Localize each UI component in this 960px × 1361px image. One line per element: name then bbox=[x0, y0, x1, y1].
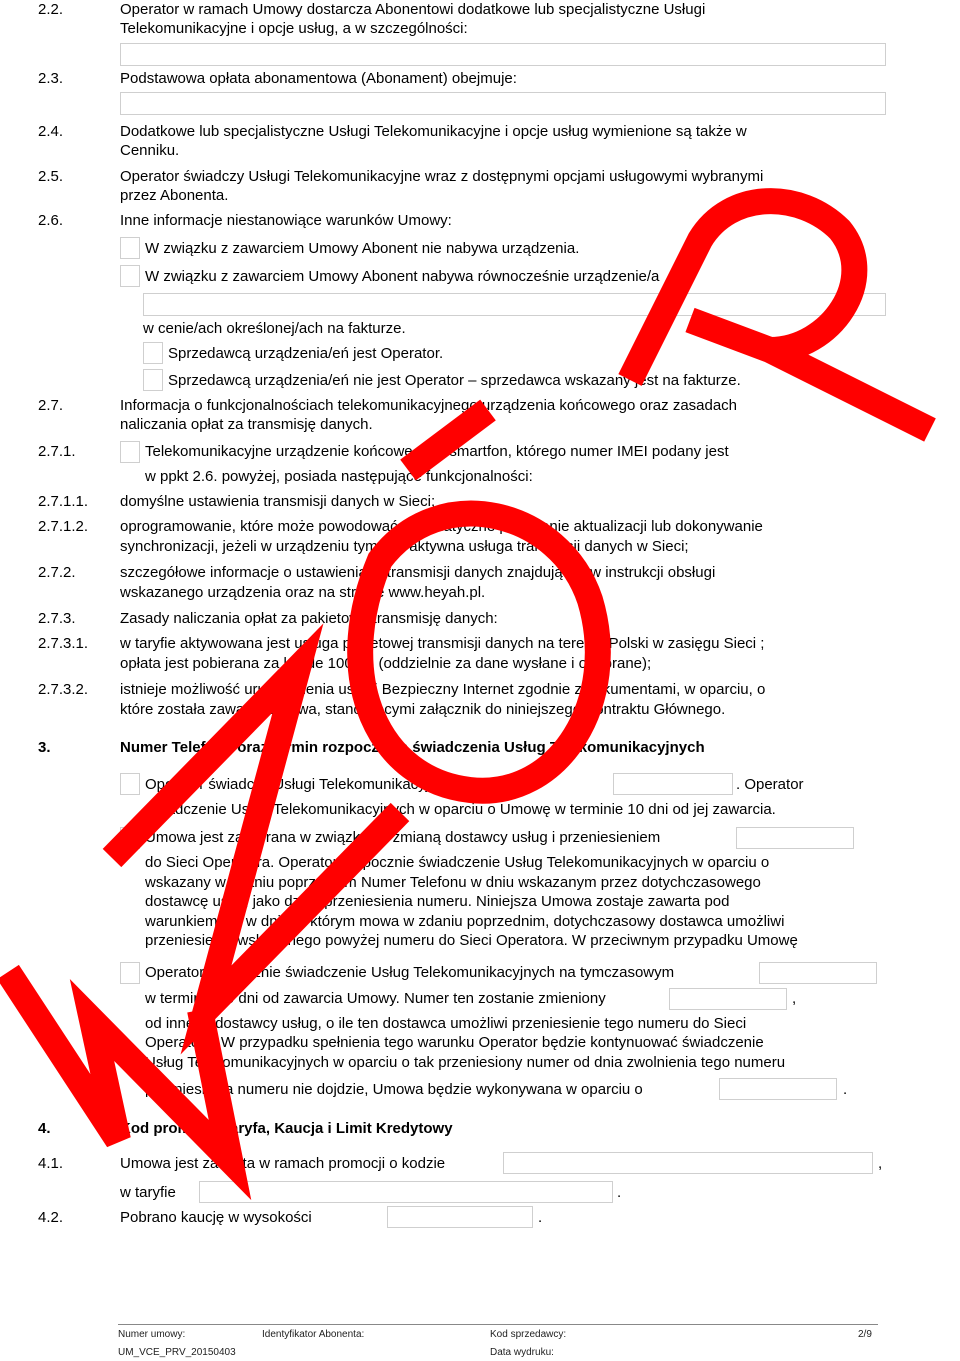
option-label: . bbox=[843, 1081, 848, 1098]
temporary-number-checkbox[interactable] bbox=[120, 962, 140, 984]
assigned-number-checkbox[interactable] bbox=[120, 773, 140, 795]
section-text: Dodatkowe lub specjalistyczne Usługi Telekomunikacyjne i opcje usług wymienione są także w bbox=[120, 123, 747, 140]
option-label: Operator rozpocznie świadczenie Usług Telekomunikacyjnych na tymczasowym bbox=[145, 964, 675, 981]
option-label: w terminie 10 dni od zawarcia Umowy. Numer ten zostanie zmieniony bbox=[145, 990, 606, 1007]
base-fee-field[interactable] bbox=[120, 92, 886, 115]
section-text: przez Abonenta. bbox=[120, 187, 229, 204]
option-label: przeniesienie wskazanego powyżej numeru do Sieci Operatora. W przeciwnym przypadku Umowę bbox=[145, 932, 798, 949]
option-label: Operatora. W przypadku spełnienia tego warunku Operator będzie kontynuować świadczenie bbox=[145, 1034, 764, 1051]
section-number: 4.2. bbox=[38, 1209, 64, 1226]
footer-contract-number: Numer umowy: bbox=[118, 1329, 186, 1340]
option-label: Usług Telekomunikacyjnych w oparciu o tak przeniesiony numer od dnia zwolnienia tego numeru bbox=[145, 1054, 786, 1071]
section-text: oprogramowanie, które może powodować automatyczne pobieranie aktualizacji lub dokonywanie bbox=[120, 518, 763, 535]
device-purchase-checkbox[interactable] bbox=[120, 265, 140, 287]
option-label: Umowa jest zawierana w związku ze zmianą dostawcy usług i przeniesieniem bbox=[145, 829, 661, 846]
new-number-field[interactable] bbox=[669, 988, 787, 1010]
section-heading: Kod promocji, taryfa, Kaucja i Limit Kredytowy bbox=[120, 1120, 453, 1137]
option-label: , bbox=[792, 990, 797, 1007]
smartphone-checkbox[interactable] bbox=[120, 441, 140, 463]
section-text: , bbox=[878, 1155, 883, 1172]
section-text: które została zawarta Umowa, stanowiącymi załącznik do niniejszego Kontraktu Głównego. bbox=[120, 701, 726, 718]
section-number: 2.7. bbox=[38, 397, 64, 414]
section-text: wskazanego urządzenia oraz na stronie www.heyah.pl. bbox=[120, 584, 486, 601]
section-text: w taryfie bbox=[120, 1184, 176, 1201]
section-text: naliczania opłat za transmisję danych. bbox=[120, 416, 373, 433]
option-label: dostawcę usług jako dzień przeniesienia numeru. Niniejsza Umowa zostaje zawarta pod bbox=[145, 893, 730, 910]
section-number: 2.7.3.2. bbox=[38, 681, 89, 698]
section-text: Zasady naliczania opłat za pakietową transmisję danych: bbox=[120, 610, 498, 627]
option-label: Sprzedawcą urządzenia/eń jest Operator. bbox=[168, 345, 444, 362]
section-text: domyślne ustawienia transmisji danych w Sieci; bbox=[120, 493, 436, 510]
section-text: Operator świadczy Usługi Telekomunikacyjne wraz z dostępnymi opcjami usługowymi wybranymi bbox=[120, 168, 764, 185]
section-number: 2.7.1.1. bbox=[38, 493, 89, 510]
phone-number-field[interactable] bbox=[613, 773, 733, 795]
section-number: 2.6. bbox=[38, 212, 64, 229]
section-number: 2.5. bbox=[38, 168, 64, 185]
section-text: Inne informacje niestanowiące warunków Umowy: bbox=[120, 212, 452, 229]
option-label: od innego dostawcy usług, o ile ten dostawca umożliwi przeniesienie tego numeru do Sieci bbox=[145, 1015, 747, 1032]
ported-number-field[interactable] bbox=[736, 827, 854, 849]
temporary-number-field[interactable] bbox=[759, 962, 877, 984]
option-label: przeniesienia numeru nie dojdzie, Umowa będzie wykonywana w oparciu o bbox=[145, 1081, 643, 1098]
section-text: synchronizacji, jeżeli w urządzeniu tym jest aktywna usługa transmisji danych w Sieci; bbox=[120, 538, 689, 555]
section-number: 2.3. bbox=[38, 70, 64, 87]
footer-divider bbox=[118, 1324, 878, 1325]
section-number: 4.1. bbox=[38, 1155, 64, 1172]
promo-code-field[interactable] bbox=[503, 1152, 873, 1174]
section-number: 2.7.3. bbox=[38, 610, 76, 627]
footer-subscriber-id: Identyfikator Abonenta: bbox=[262, 1329, 365, 1340]
option-label: W związku z zawarciem Umowy Abonent nabywa równocześnie urządzenie/a bbox=[145, 268, 660, 285]
section-text: . bbox=[538, 1209, 543, 1226]
option-label: do Sieci Operatora. Operator rozpocznie świadczenie Usług Telekomunikacyjnych w oparciu o bbox=[145, 854, 770, 871]
seller-other-checkbox[interactable] bbox=[143, 369, 163, 391]
section-number: 2.7.1.2. bbox=[38, 518, 89, 535]
option-label: w cenie/ach określonej/ach na fakturze. bbox=[143, 320, 406, 337]
section-text: Cenniku. bbox=[120, 142, 180, 159]
section-text: Podstawowa opłata abonamentowa (Abonament) obejmuje: bbox=[120, 70, 517, 87]
section-text: Telekomunikacyjne urządzenie końcowe typu smartfon, którego numer IMEI podany jest bbox=[145, 443, 729, 460]
section-text: Umowa jest zawarta w ramach promocji o kodzie bbox=[120, 1155, 446, 1172]
section-number: 2.7.1. bbox=[38, 443, 76, 460]
section-number: 2.2. bbox=[38, 1, 64, 18]
section-number: 2.4. bbox=[38, 123, 64, 140]
section-text: Pobrano kaucję w wysokości bbox=[120, 1209, 312, 1226]
option-label: Operator świadczy Usługi Telekomunikacyjne w oparciu o bbox=[145, 776, 527, 793]
watermark-accent bbox=[408, 410, 488, 470]
footer-seller-code: Kod sprzedawcy: bbox=[490, 1329, 567, 1340]
fallback-number-field[interactable] bbox=[719, 1078, 837, 1100]
section-text: opłata jest pobierana za każde 100 kB (oddzielnie za dane wysłane i odebrane); bbox=[120, 655, 652, 672]
seller-operator-checkbox[interactable] bbox=[143, 342, 163, 364]
section-number: 2.7.3.1. bbox=[38, 635, 89, 652]
footer-doc-code: UM_VCE_PRV_20150403 bbox=[118, 1347, 236, 1358]
no-device-checkbox[interactable] bbox=[120, 237, 140, 259]
section-heading-number: 4. bbox=[38, 1120, 51, 1137]
section-text: Operator w ramach Umowy dostarcza Abonentowi dodatkowe lub specjalistyczne Usługi bbox=[120, 1, 706, 18]
number-porting-checkbox[interactable] bbox=[120, 827, 140, 849]
option-label: świadczenie Usług Telekomunikacyjnych w oparciu o Umowę w terminie 10 dni od jej zawarcia. bbox=[145, 801, 776, 818]
section-heading: Numer Telefonu oraz termin rozpoczęcia świadczenia Usług Telekomunikacyjnych bbox=[120, 739, 705, 756]
section-number: 2.7.2. bbox=[38, 564, 76, 581]
section-text: istnieje możliwość uruchomienia usługi Bezpieczny Internet zgodnie z dokumentami, w oparciu, o bbox=[120, 681, 766, 698]
option-label: W związku z zawarciem Umowy Abonent nie nabywa urządzenia. bbox=[145, 240, 580, 257]
section-text: Telekomunikacyjne i opcje usług, a w szczególności: bbox=[120, 20, 468, 37]
section-text: . bbox=[617, 1184, 622, 1201]
option-label: wskazany w zdaniu poprzednim Numer Telefonu w dniu wskazanym przez dotychczasowego bbox=[145, 874, 761, 891]
footer-print-date: Data wydruku: bbox=[490, 1347, 554, 1358]
option-label: Sprzedawcą urządzenia/eń nie jest Operator – sprzedawca wskazany jest na fakturze. bbox=[168, 372, 741, 389]
section-heading-number: 3. bbox=[38, 739, 51, 756]
section-text: szczegółowe informacje o ustawieniach transmisji danych znajdują się w instrukcji obsługi bbox=[120, 564, 716, 581]
option-label: . Operator bbox=[736, 776, 804, 793]
footer-page-number: 2/9 bbox=[858, 1329, 872, 1340]
device-field[interactable] bbox=[143, 293, 886, 316]
section-text: w ppkt 2.6. powyżej, posiada następujące funkcjonalności: bbox=[145, 468, 533, 485]
section-text: w taryfie aktywowana jest usługa pakietowej transmisji danych na terenie Polski w zasięgu Sieci ; bbox=[120, 635, 765, 652]
deposit-field[interactable] bbox=[387, 1206, 533, 1228]
tariff-field[interactable] bbox=[199, 1181, 613, 1203]
section-text: Informacja o funkcjonalnościach telekomunikacyjnego urządzenia końcowego oraz zasadach bbox=[120, 397, 738, 414]
option-label: warunkiem, że w dniu, o którym mowa w zdaniu poprzednim, dotychczasowy dostawca umożliwi bbox=[145, 913, 785, 930]
additional-services-field[interactable] bbox=[120, 43, 886, 66]
